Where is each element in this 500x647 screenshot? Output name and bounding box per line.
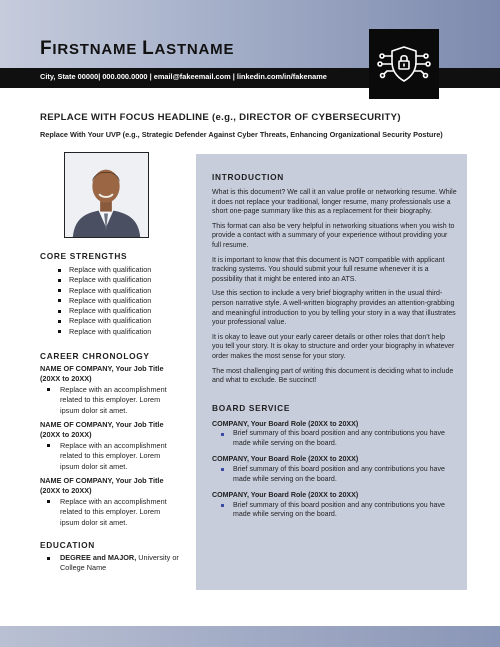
job-title: NAME OF COMPANY, Your Job Title — [40, 476, 164, 485]
board-role-summary: Brief summary of this board position and any contributions you have made while serving on the board. — [212, 429, 458, 448]
list-item: Replace with qualification — [40, 275, 151, 285]
job-entry — [40, 364, 175, 416]
education-item — [40, 553, 180, 574]
contact-info: City, State 00000| 000.000.0000 | email@fakeemail.com | linkedin.com/in/fakename — [40, 72, 327, 81]
board-role-summary: Brief summary of this board position and any contributions you have made while serving on the board. — [212, 465, 458, 484]
headshot-photo — [64, 152, 149, 238]
job-dates: (20XX to 20XX) — [40, 374, 92, 384]
uvp-statement: Replace With Your UVP (e.g., Strategic Defender Against Cyber Threats, Enhancing Organizational Security Posture) — [40, 130, 443, 139]
education-title: EDUCATION — [40, 540, 96, 550]
introduction-content — [212, 172, 458, 520]
focus-headline: REPLACE WITH FOCUS HEADLINE (e.g., DIRECTOR OF CYBERSECURITY) — [40, 112, 401, 123]
education-entry — [40, 553, 180, 574]
job-accomplishment: Replace with an accomplishment related to this employer. Lorem ipsum dolor sit amet. — [40, 441, 175, 472]
intro-paragraph: It is important to know that this document is NOT compatible with applicant tracking systems. You should submit your full resume whenever it is a possibility that it might be entered into an ATS. — [212, 256, 445, 283]
job-entry — [40, 476, 175, 528]
board-role-heading: COMPANY, Your Board Role (20XX to 20XX) — [212, 419, 359, 428]
board-service-title: BOARD SERVICE — [212, 402, 291, 413]
board-role-summary: Brief summary of this board position and any contributions you have made while serving on the board. — [212, 501, 458, 520]
intro-paragraph: The most challenging part of writing this document is deciding what to include and what to exclude. Be succinct! — [212, 367, 454, 385]
intro-paragraph: It is okay to leave out your early career details or other roles that don’t help you tell your story. It is okay to structure and order your biography in whatever order makes the most sense for your story. — [212, 333, 455, 360]
job-title: NAME OF COMPANY, Your Job Title — [40, 364, 164, 373]
intro-paragraph: This format can also be very helpful in networking situations when you wish to provide a contact with a summary of your experience without providing your full resume. — [212, 222, 455, 249]
list-item: Replace with qualification — [40, 306, 151, 316]
board-role — [212, 455, 458, 484]
board-role-heading: COMPANY, Your Board Role (20XX to 20XX) — [212, 455, 359, 464]
intro-paragraph: What is this document? We call it an value profile or networking resume. While it does not replace your traditional, longer resume, many professionals use a short one-page summary like this as a replacement for their biography. — [212, 189, 457, 216]
list-item: Replace with qualification — [40, 265, 151, 275]
list-item: Replace with qualification — [40, 296, 151, 306]
list-item: Replace with qualification — [40, 327, 151, 337]
job-accomplishment: Replace with an accomplishment related to this employer. Lorem ipsum dolor sit amet. — [40, 497, 175, 528]
board-role-heading: COMPANY, Your Board Role (20XX to 20XX) — [212, 491, 359, 500]
footer-band — [0, 626, 500, 647]
board-role — [212, 420, 458, 449]
job-dates: (20XX to 20XX) — [40, 430, 92, 440]
job-accomplishment: Replace with an accomplishment related to this employer. Lorem ipsum dolor sit amet. — [40, 385, 175, 416]
introduction-title: INTRODUCTION — [212, 172, 285, 182]
degree: DEGREE and MAJOR, — [60, 553, 137, 562]
cyber-shield-lock-icon — [369, 29, 439, 99]
school: University or College Name — [60, 553, 179, 573]
board-role — [212, 491, 458, 520]
list-item: Replace with qualification — [40, 316, 151, 326]
list-item: Replace with qualification — [40, 286, 151, 296]
intro-paragraph: Use this section to include a very brief biography written in the usual third-person narrative style. A well-written biography provides an attention-grabbing and meaningful introduction to you by telling your story in a way that illustrates your professional value. — [212, 290, 456, 327]
candidate-name: FIRSTNAME LASTNAME — [40, 38, 235, 59]
job-dates: (20XX to 20XX) — [40, 486, 92, 496]
career-chronology-title: CAREER CHRONOLOGY — [40, 351, 150, 361]
core-strengths-title: CORE STRENGTHS — [40, 251, 128, 261]
job-entry — [40, 420, 175, 472]
job-title: NAME OF COMPANY, Your Job Title — [40, 420, 164, 429]
core-strengths-list — [40, 265, 151, 337]
